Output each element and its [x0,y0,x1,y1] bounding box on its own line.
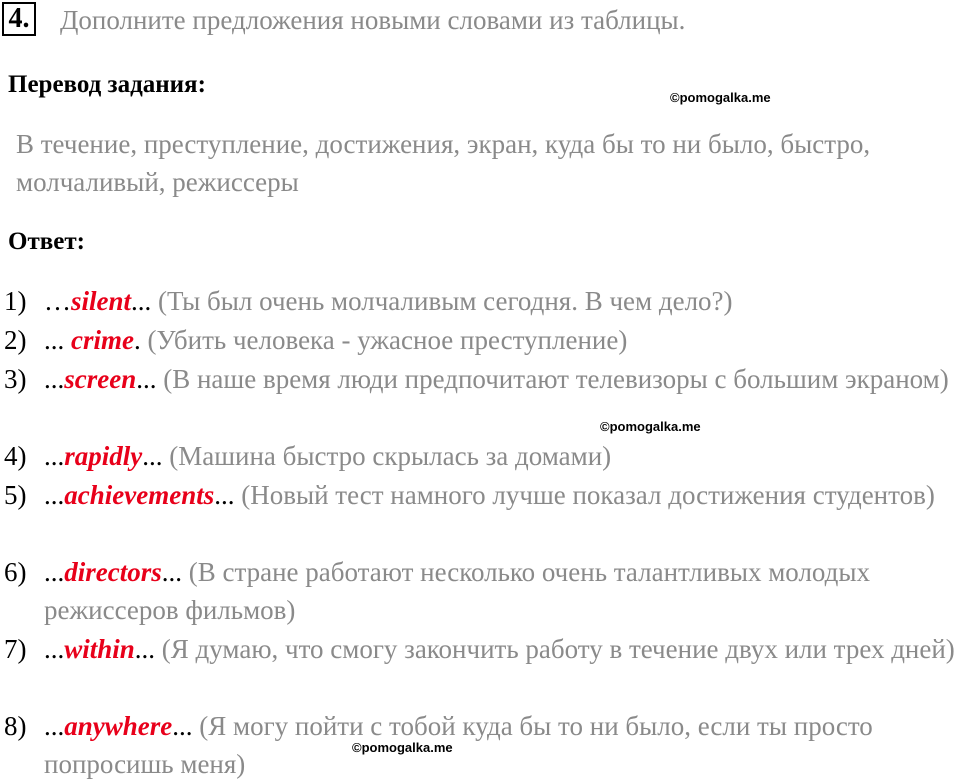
answer-number: 4) [4,441,27,471]
answer-number: 2) [4,325,27,355]
answer-word: silent [71,286,132,316]
answer-number: 3) [4,364,27,394]
answer-item [4,321,959,359]
answer-prefix: ... [44,711,65,741]
answer-word: screen [64,364,137,394]
watermark: ©pomogalka.me [600,419,701,434]
answer-suffix: ... [172,711,193,741]
answer-number: 6) [4,557,27,587]
answer-item [4,360,959,398]
answer-item [4,282,959,320]
answer-prefix: ... [44,557,65,587]
answer-word: rapidly [64,441,143,471]
answer-word: crime [71,325,134,355]
answer-item [4,707,959,783]
answer-word: directors [64,557,162,587]
answer-suffix: ... [214,480,235,510]
translation-text: В течение, преступление, достижения, экран, куда бы то ни было, быстро, молчаливый, режиссеры [16,129,871,197]
answer-prefix: ... [44,441,65,471]
answer-translation: (Новый тест намного лучше показал достижения студентов) [234,480,935,510]
answer-word: achievements [64,480,215,510]
answer-number: 7) [4,634,27,664]
answer-heading: Ответ: [8,228,85,255]
answer-prefix: ... [44,480,65,510]
answer-suffix: ... [134,634,156,664]
answer-item [4,553,959,629]
answer-translation: (Я думаю, что смогу закончить работу в течение двух или трех дней) [155,634,955,664]
answer-number: 5) [4,480,27,510]
answer-suffix: ... [142,441,163,471]
translation-heading: Перевод задания: [8,71,206,98]
watermark: ©pomogalka.me [352,740,453,755]
answer-suffix: ... [161,557,182,587]
watermark: ©pomogalka.me [670,90,771,105]
answer-prefix: ... [44,634,65,664]
task-instruction: Дополните предложения новыми словами из таблицы. [60,5,686,35]
task-number-box: 4. [2,2,36,36]
answer-item [4,437,959,475]
answer-item [4,630,959,668]
answer-prefix: ... [44,325,71,355]
answer-translation: (В наше время люди предпочитают телевизоры с большим экраном) [156,364,949,394]
answer-suffix: ... [131,286,152,316]
answer-translation: (Машина быстро скрылась за домами) [162,441,612,471]
answer-translation: (Ты был очень молчаливым сегодня. В чем дело?) [151,286,733,316]
answer-number: 1) [4,286,27,316]
answer-item [4,476,959,514]
answer-prefix: … [44,286,71,316]
answer-suffix: ... [136,364,157,394]
answer-suffix: . [133,325,141,355]
answer-translation: (В стране работают несколько очень талантливых молодых режиссеров фильмов) [44,557,871,625]
answer-word: anywhere [64,711,173,741]
answer-word: within [64,634,135,664]
answer-translation: (Убить человека - ужасное преступление) [140,325,628,355]
answer-number: 8) [4,711,27,741]
answer-prefix: ... [44,364,65,394]
answer-translation: (Я могу пойти с тобой куда бы то ни было, если ты просто попросишь меня) [44,711,873,779]
